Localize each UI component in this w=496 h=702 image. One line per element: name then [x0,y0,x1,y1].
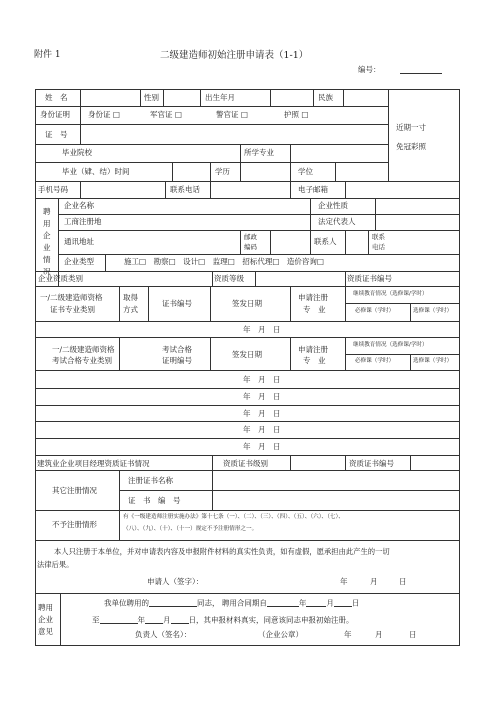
decl-month: 月 [370,577,378,586]
label-id-number: 证 号 [45,130,68,139]
opinion-year: 年 [344,630,352,639]
cert-col-required: 必修课（学时） [355,308,395,314]
id-option-passport[interactable]: 护照 □ [284,110,309,119]
label-email: 电子邮箱 [298,185,328,194]
label-postcode-1: 邮政 [244,233,257,241]
photo-line2: 免冠彩照 [396,142,426,151]
label-other-cert-name: 注册证书名称 [128,476,173,485]
cert-col-category-2: 证书专业类别 [50,305,95,314]
form-title: 二级建造师初始注册申请表（1-1） [160,50,309,61]
label-not-allowed: 不予注册情形 [52,520,97,529]
cert-col-elective: 选修课（学时） [413,308,453,314]
declaration-text-2: 法律后果。 [37,560,74,569]
exam-col-cert-2: 证明编号 [162,356,192,365]
opinion-line2: 至 年 月 日，其申报材料真实，同意该同志申报初始注册。 [92,615,354,625]
id-option-idcard[interactable]: 身份证 □ [88,110,120,119]
label-education: 学历 [215,167,230,176]
opinion-sign-label: 负责人（签名）： [135,630,192,639]
cert-col-issue-date: 签发日期 [232,299,262,308]
opinion-seal-label: （企业公章） [258,630,303,639]
label-qual-cert: 资质证书编号 [347,274,392,283]
opinion-month: 月 [375,630,383,639]
exam-col-category-2: 考试合格专业类别 [52,356,112,365]
label-legal-rep: 法定代表人 [318,217,356,226]
label-company-type: 企业类型 [64,257,94,266]
id-option-police[interactable]: 警官证 □ [216,110,248,119]
label-contact-person: 联系人 [314,237,337,246]
serial-field[interactable] [400,73,442,74]
not-allowed-line1: 有《一级建造师注册实施办法》第十七条（一）、（二）、（三）、（四）、（五）、（六）、（七）、 [123,514,344,520]
label-mobile: 手机号码 [38,185,68,194]
label-pm-grade: 资质证书级别 [223,459,268,468]
label-other-cert-number: 证 书 编 号 [128,496,181,505]
not-allowed-line2: （八）、（九）、（十）、（十一）规定不予注册情形之一。 [123,526,258,532]
exam-col-major-2: 专 业 [303,356,326,365]
cert-col-major-1: 申请注册 [298,293,328,302]
opinion-day: 日 [409,630,417,639]
exam-date: 年 月 日 [243,409,281,418]
exam-col-category-1: 一/二级建造师资格 [52,345,115,354]
cert-col-number: 证书编号 [162,299,192,308]
label-qual-category: 企业资质类别 [38,274,83,283]
cert-date: 年 月 日 [243,325,281,334]
exam-col-elective: 选修课（学时） [413,358,453,364]
label-mail-address: 通讯地址 [64,237,94,246]
decl-year: 年 [340,577,348,586]
label-school: 毕业院校 [62,148,92,157]
serial-label: 编号： [358,65,381,74]
exam-col-major-1: 申请注册 [298,345,328,354]
exam-col-cert-1: 考试合格 [162,345,192,354]
opinion-line1: 我单位聘用的 同志， 聘用合同期自 年 月 日 [104,598,360,608]
exam-date: 年 月 日 [243,392,281,401]
declaration-text-1: 本人只注册于本单位，并对申请表内容及申报附件材料的真实性负责，如有虚假，愿承担由此产生的一切 [54,547,390,556]
cert-col-edu: 继续教育情况（选修课/学时） [353,291,428,297]
company-type-options[interactable]: 施工□ 勘察□ 设计□ 监理□ 招标代理□ 造价咨询□ [124,257,325,266]
label-gender: 性别 [144,93,159,102]
cert-col-method-2: 方式 [123,305,138,314]
label-phone: 联系电话 [170,185,200,194]
label-birth: 出生年月 [205,93,235,102]
id-option-officer[interactable]: 军官证 □ [150,110,182,119]
cert-col-category-1: 一/二级建造师资格 [40,293,103,302]
decl-day: 日 [399,577,407,586]
photo-line1: 近期一寸 [396,123,426,132]
label-postcode-2: 编码 [244,243,257,251]
label-major: 所学专业 [244,148,274,157]
label-id-doc: 身份证明 [40,110,70,119]
label-name: 姓 名 [45,93,68,102]
cert-col-major-2: 专 业 [303,305,326,314]
label-degree: 学位 [298,167,313,176]
label-company-nature: 企业性质 [318,201,348,210]
cert-col-method-1: 取得 [123,293,138,302]
exam-col-issue-date: 签发日期 [232,350,262,359]
exam-date: 年 月 日 [243,442,281,451]
label-contact-phone-2: 电话 [372,243,385,251]
label-pm-cert: 建筑业企业项目经理资质证书情况 [37,459,150,468]
label-pm-number: 资质证书编号 [349,459,394,468]
label-grad-time: 毕业（肄、结）时间 [62,167,130,176]
label-reg-address: 工商注册地 [64,217,102,226]
exam-col-required: 必修课（学时） [355,358,395,364]
label-company-name: 企业名称 [64,201,94,210]
exam-date: 年 月 日 [243,425,281,434]
label-contact-phone-1: 联系 [372,233,385,241]
applicant-sign-label: 申请人（签字）： [147,577,204,586]
label-qual-grade: 资质等级 [214,274,244,283]
exam-col-edu: 继续教育情况（选修课/学时） [353,342,428,348]
label-ethnic: 民族 [318,93,333,102]
label-other-reg: 其它注册情况 [52,486,97,495]
attachment-label: 附件 1 [34,50,61,60]
exam-date: 年 月 日 [243,375,281,384]
